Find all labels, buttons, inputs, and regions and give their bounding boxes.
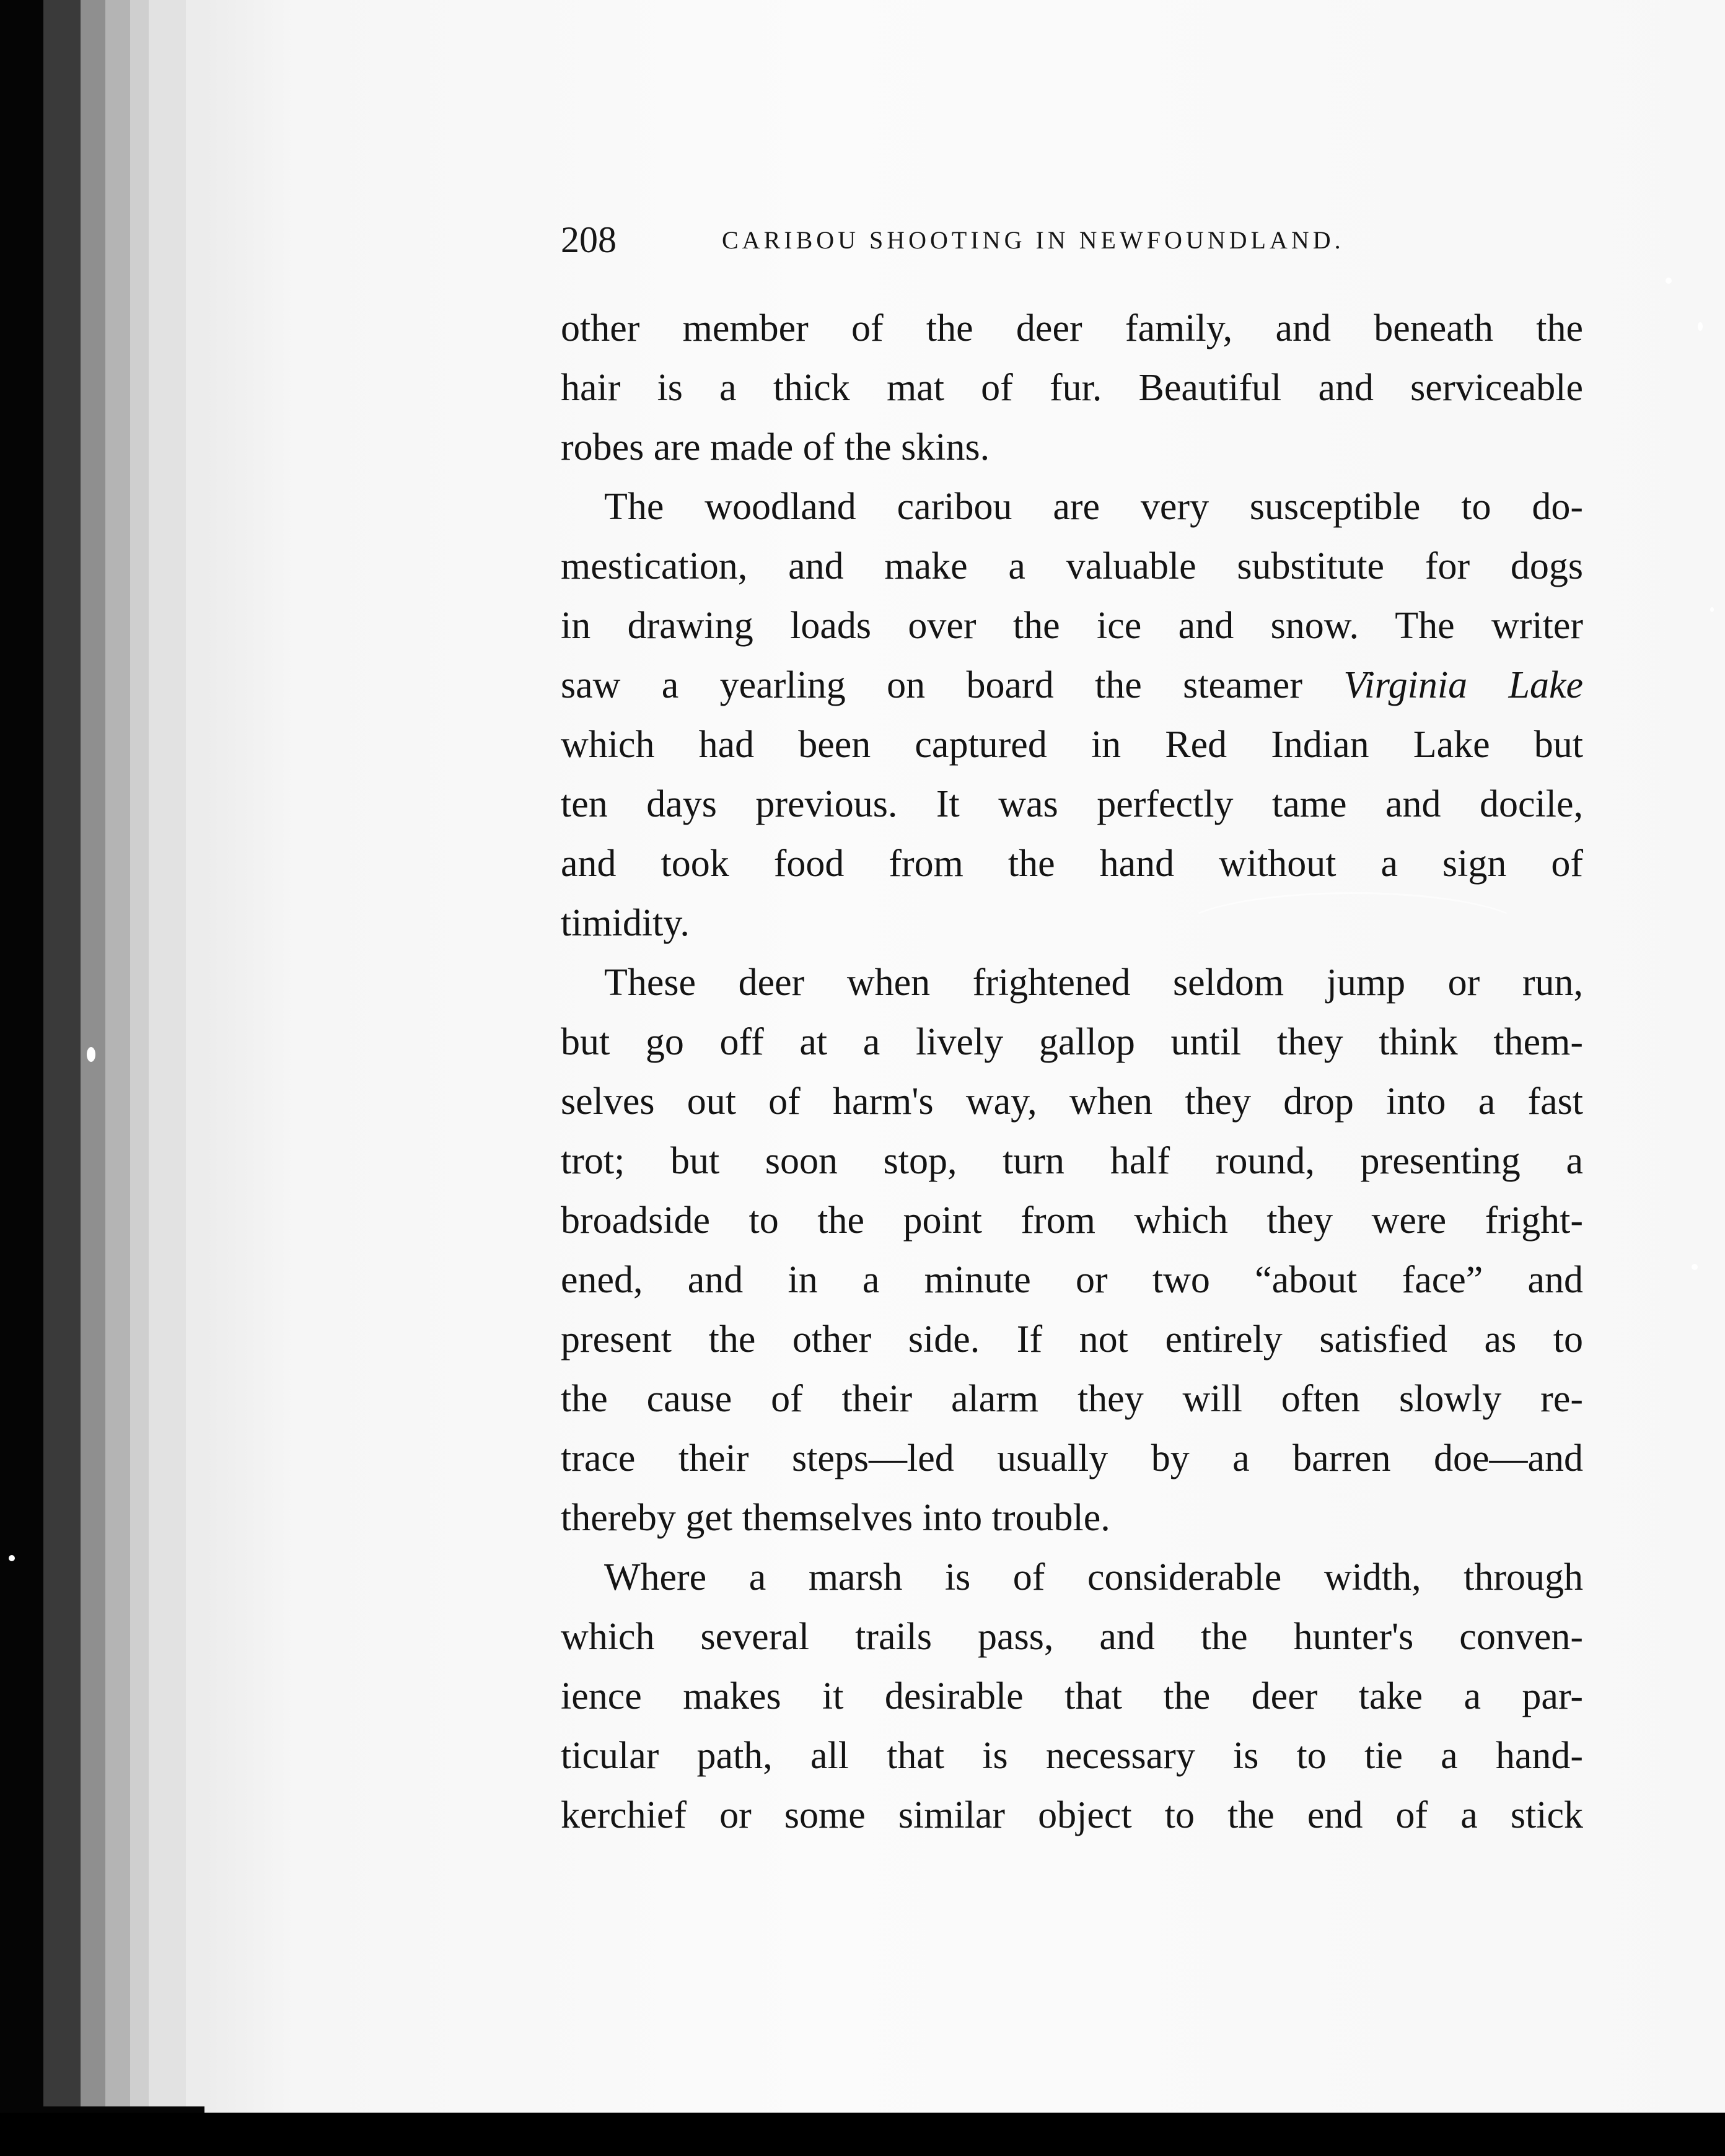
text-line: ience makes it desirable that the deer take a par- xyxy=(561,1675,1583,1717)
text-line: trace their steps—led usually by a barren doe—and xyxy=(561,1437,1583,1479)
text-line: present the other side. If not entirely satisfied as to xyxy=(561,1318,1583,1361)
text-line-start: saw a yearling on board the steamer xyxy=(561,664,1344,706)
page-number: 208 xyxy=(561,219,617,260)
text-line: but go off at a lively gallop until they think them- xyxy=(561,1021,1583,1063)
scan-speck xyxy=(87,1047,95,1062)
text-line: broadside to the point from which they were fright- xyxy=(561,1199,1583,1242)
page-edge xyxy=(105,0,131,2106)
text-line: These deer when frightened seldom jump or run, xyxy=(604,962,1583,1004)
text-line: the cause of their alarm they will often slowly re- xyxy=(561,1378,1583,1420)
text-line: ened, and in a minute or two “about face” and xyxy=(561,1259,1583,1301)
text-line: robes are made of the skins. xyxy=(561,426,990,468)
text-line: hair is a thick mat of fur. Beautiful and serviceable xyxy=(561,367,1583,409)
text-line: thereby get themselves into trouble. xyxy=(561,1497,1110,1539)
scan-speck xyxy=(9,1555,15,1561)
scan-speck xyxy=(1698,322,1703,331)
ship-name: Virginia Lake xyxy=(1343,664,1584,706)
scan-speck xyxy=(1710,607,1714,612)
page-edge xyxy=(149,0,187,2106)
text-line: and took food from the hand without a sign of xyxy=(561,843,1583,885)
text-line: which had been captured in Red Indian Lake but xyxy=(561,724,1583,766)
text-line: ten days previous. It was perfectly tame and docile, xyxy=(561,783,1583,825)
text-line xyxy=(561,660,1583,710)
running-head-title: CARIBOU SHOOTING IN NEWFOUNDLAND. xyxy=(722,226,1345,254)
scan-speck xyxy=(1666,278,1672,284)
scan-speck xyxy=(1692,1264,1698,1270)
text-line: mestication, and make a valuable substitute for dogs xyxy=(561,545,1583,587)
text-line: which several trails pass, and the hunter's conven- xyxy=(561,1616,1583,1658)
running-head xyxy=(561,218,1428,261)
text-line: in drawing loads over the ice and snow. The writer xyxy=(561,605,1583,647)
text-line: other member of the deer family, and beneath the xyxy=(561,307,1583,349)
text-line: trot; but soon stop, turn half round, presenting a xyxy=(561,1140,1583,1182)
text-line: ticular path, all that is necessary is to tie a hand- xyxy=(561,1735,1583,1777)
text-line: timidity. xyxy=(561,902,690,944)
text-line: kerchief or some similar object to the end of a stick xyxy=(561,1794,1583,1836)
page-edge xyxy=(130,0,150,2106)
text-line: Where a marsh is of considerable width, through xyxy=(604,1556,1583,1598)
text-line: The woodland caribou are very susceptible to do- xyxy=(604,486,1583,528)
scan-scratch xyxy=(1177,892,1528,970)
page-edge xyxy=(43,0,82,2106)
text-line: selves out of harm's way, when they drop into a fast xyxy=(561,1080,1583,1123)
bottom-shadow xyxy=(0,2113,1725,2156)
